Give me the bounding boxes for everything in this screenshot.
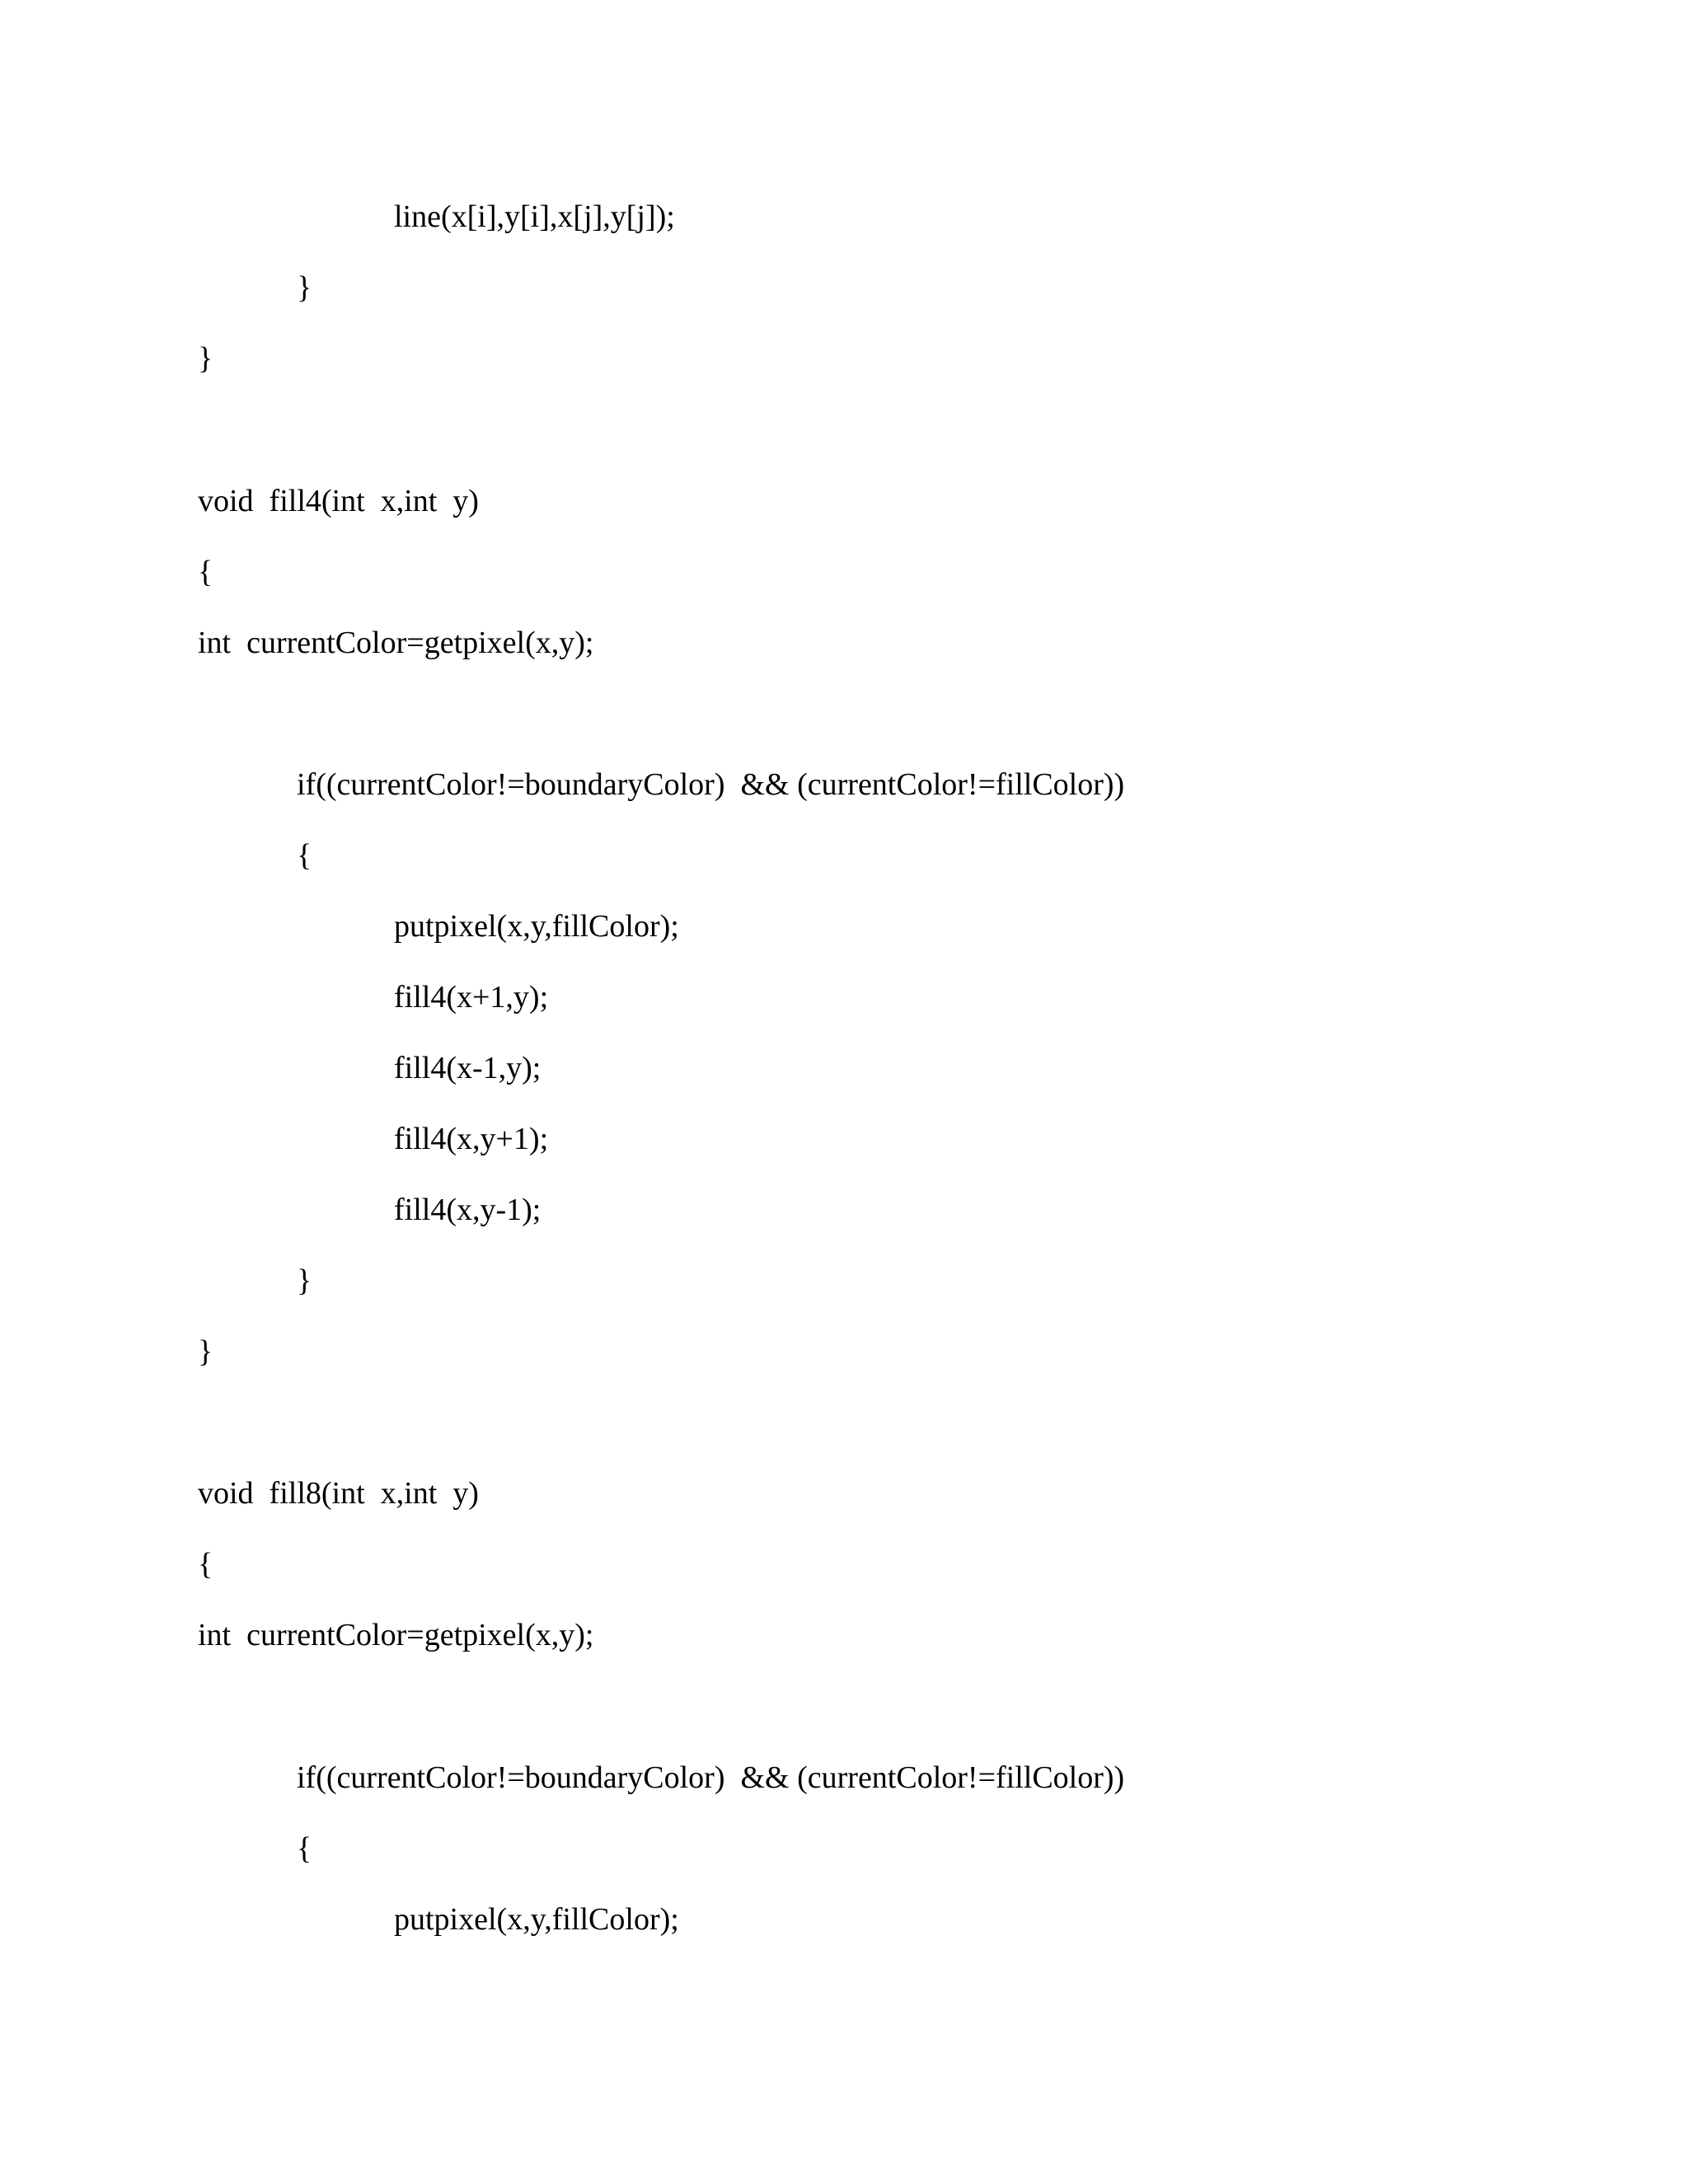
code-line: {: [198, 555, 213, 589]
code-line: fill4(x+1,y);: [394, 980, 549, 1015]
code-line: }: [297, 270, 312, 305]
code-line: }: [297, 1263, 312, 1298]
code-line: fill4(x,y-1);: [394, 1193, 542, 1227]
code-line: fill4(x-1,y);: [394, 1051, 542, 1085]
code-line: }: [198, 1334, 213, 1369]
code-line: {: [297, 1831, 312, 1866]
code-line: if((currentColor!=boundaryColor) && (currentColor!=fillColor)): [297, 1760, 1125, 1795]
code-line: if((currentColor!=boundaryColor) && (currentColor!=fillColor)): [297, 767, 1125, 802]
code-line: }: [198, 341, 213, 376]
code-line: fill4(x,y+1);: [394, 1122, 549, 1156]
code-line: {: [198, 1547, 213, 1582]
code-line: int currentColor=getpixel(x,y);: [198, 1618, 594, 1652]
code-line: putpixel(x,y,fillColor);: [394, 1902, 679, 1937]
code-line: {: [297, 838, 312, 873]
code-line: int currentColor=getpixel(x,y);: [198, 626, 594, 660]
code-line: void fill8(int x,int y): [198, 1476, 479, 1511]
code-line: putpixel(x,y,fillColor);: [394, 909, 679, 944]
code-line: line(x[i],y[i],x[j],y[j]);: [394, 199, 675, 234]
code-line: void fill4(int x,int y): [198, 484, 479, 518]
